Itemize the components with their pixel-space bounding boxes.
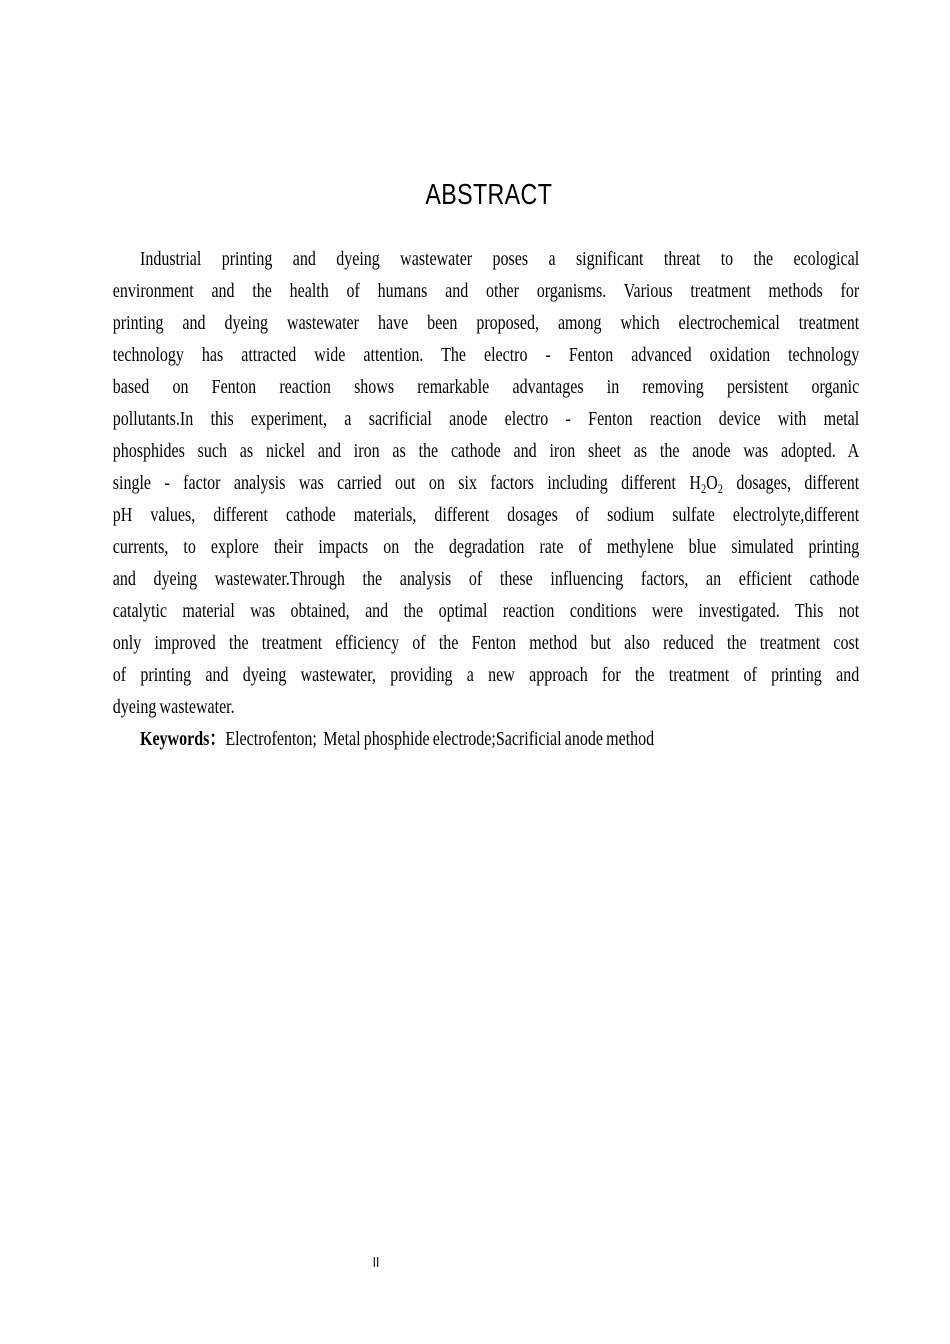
abstract-line-with-formula bbox=[113, 467, 859, 499]
formula-text-mid: O bbox=[706, 472, 718, 494]
keywords-text: Electrofenton; Metal phosphide electrode;Sacrificial anode method bbox=[225, 728, 655, 750]
abstract-line: catalytic material was obtained, and the optimal reaction conditions were investigated. This not bbox=[112, 600, 860, 622]
formula-text-post: dosages, different bbox=[722, 472, 860, 494]
abstract-line-last: dyeing wastewater. bbox=[112, 696, 235, 718]
subscript: 2 bbox=[717, 481, 723, 496]
abstract-line: based on Fenton reaction shows remarkable advantages in removing persistent organic bbox=[112, 376, 860, 398]
abstract-line: Industrial printing and dyeing wastewater poses a significant threat to the ecological bbox=[140, 248, 860, 270]
abstract-line: printing and dyeing wastewater have been proposed, among which electrochemical treatment bbox=[112, 312, 860, 334]
abstract-line: and dyeing wastewater.Through the analysis of these influencing factors, an efficient cathode bbox=[112, 568, 860, 590]
page-number: II bbox=[372, 1254, 380, 1271]
abstract-line: pH values, different cathode materials, different dosages of sodium sulfate electrolyte,different bbox=[112, 504, 860, 526]
subscript: 2 bbox=[700, 481, 707, 496]
keywords-line bbox=[113, 723, 859, 755]
abstract-line: of printing and dyeing wastewater, providing a new approach for the treatment of printing and bbox=[112, 664, 860, 686]
abstract-line: currents, to explore their impacts on the degradation rate of methylene blue simulated printing bbox=[112, 536, 860, 558]
abstract-line: environment and the health of humans and other organisms. Various treatment methods for bbox=[112, 280, 860, 302]
keywords-label: Keywords： bbox=[140, 728, 226, 750]
abstract-line: phosphides such as nickel and iron as the cathode and iron sheet as the anode was adopted. A bbox=[112, 440, 860, 462]
abstract-line: only improved the treatment efficiency of the Fenton method but also reduced the treatment cost bbox=[112, 632, 860, 654]
formula-text-pre: single - factor analysis was carried out on six factors including different H bbox=[112, 472, 701, 494]
abstract-section bbox=[113, 243, 859, 755]
abstract-line: technology has attracted wide attention. The electro - Fenton advanced oxidation technology bbox=[112, 344, 860, 366]
page-title: ABSTRACT bbox=[425, 179, 553, 211]
abstract-line: pollutants.In this experiment, a sacrificial anode electro - Fenton reaction device with metal bbox=[112, 408, 860, 430]
